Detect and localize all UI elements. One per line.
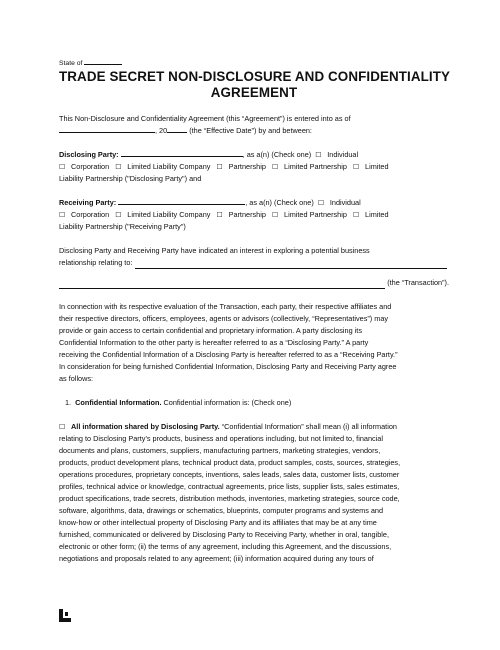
paragraph-line: provide or gain access to certain confidential and proprietary information. A party disclosing its	[59, 326, 362, 335]
receiving-party-name-blank[interactable]	[118, 197, 245, 205]
paragraph-line: Confidential Information to the other party is hereafter referred to as a “Disclosing Party.” A party	[59, 338, 369, 347]
checkbox-icon[interactable]: ☐	[272, 163, 279, 171]
section-heading: Confidential Information.	[75, 398, 162, 407]
receiving-party-line: Receiving Party: , as a(n) (Check one) ☐ Individual	[59, 198, 361, 207]
receiving-entity-options: ☐ Corporation ☐ Limited Liability Company ☐ Partnership ☐ Limited Partnership ☐ Limited	[59, 210, 389, 219]
clause-line: operations procedures, proprietary concepts, inventions, sales leads, sales data, customer lists, customer	[59, 470, 400, 479]
clause-line: electronic or other form; (ii) the terms of any agreement, including this Agreement, and the discussions,	[59, 542, 392, 551]
year-blank[interactable]	[167, 125, 187, 133]
transaction-label: (the “Transaction”).	[387, 278, 449, 287]
clause-line: products, product development plans, technical product data, product samples, costs, sources, strategies,	[59, 458, 401, 467]
state-blank[interactable]	[84, 57, 122, 65]
brand-logo-icon	[59, 609, 71, 622]
disclosing-party-label: Disclosing Party:	[59, 150, 119, 159]
clause-line: profiles, technical advice or knowledge, contractual agreements, price lists, supplier lists, sales estimates,	[59, 482, 400, 491]
intro-line-1: This Non-Disclosure and Confidentiality Agreement (this “Agreement”) is entered into as of	[59, 114, 351, 123]
receiving-party-tail: Liability Partnership ("Receiving Party")	[59, 222, 186, 231]
checkbox-icon[interactable]: ☐	[315, 151, 322, 159]
clause-line: relating to Disclosing Party’s products, business and operations including, but not limited to, financial	[59, 434, 383, 443]
checkbox-icon[interactable]: ☐	[59, 211, 66, 219]
date-blank[interactable]	[59, 125, 155, 133]
state-field	[59, 57, 449, 68]
clause-line: software, algorithms, data, drawings or schematics, blueprints, computer programs and systems and	[59, 506, 384, 515]
checkbox-icon[interactable]: ☐	[59, 163, 66, 171]
clause-line: furnished, communicated or delivered by Disclosing Party to Receiving Party, whether in oral, tangible,	[59, 530, 390, 539]
section-number: 1.	[65, 398, 72, 407]
clause-line: know-how or other intellectual property of Disclosing Party and its affiliates that may be at any time	[59, 518, 377, 527]
checkbox-icon[interactable]: ☐	[353, 163, 360, 171]
paragraph-line: as follows:	[59, 374, 94, 383]
checkbox-icon[interactable]: ☐	[59, 423, 66, 431]
clause-line: negotiations and proposals related to any agreement; (iii) information acquired during any tours of	[59, 554, 374, 563]
section-1-heading-line: 1. Confidential Information. Confidential information is: (Check one)	[65, 398, 292, 407]
clause-first-line: ☐ All information shared by Disclosing Party. “Confidential Information” shall mean (i) all information	[59, 422, 397, 431]
clause-heading: All information shared by Disclosing Party.	[71, 422, 220, 431]
paragraph-line: receiving the Confidential Information of a Disclosing Party is hereafter referred to as a “Receiving Party.”	[59, 350, 398, 359]
representatives-paragraph	[59, 301, 449, 385]
relationship-label: relationship relating to:	[59, 258, 133, 267]
paragraph-line: In connection with its respective evaluation of the Transaction, each party, their respective affiliates and	[59, 302, 392, 311]
checkbox-icon[interactable]: ☐	[353, 211, 360, 219]
receiving-party-label: Receiving Party:	[59, 198, 117, 207]
checkbox-icon[interactable]: ☐	[115, 211, 122, 219]
clause-line: product specifications, trade secrets, distribution methods, inventories, marketing strategies, source code,	[59, 494, 400, 503]
clause-line: documents and plans, customers, suppliers, manufacturing partners, marketing strategies, vendors,	[59, 446, 381, 455]
relationship-blank[interactable]	[135, 259, 447, 269]
checkbox-icon[interactable]: ☐	[317, 199, 325, 207]
disclosing-entity-options: ☐ Corporation ☐ Limited Liability Company ☐ Partnership ☐ Limited Partnership ☐ Limited	[59, 162, 389, 171]
intro-line-2: , 20 (the “Effective Date”) by and between:	[59, 125, 449, 137]
paragraph-line: In consideration for being furnished Confidential Information, Disclosing Party and Receiving Party agree	[59, 362, 397, 371]
relationship-row	[59, 257, 449, 269]
agreement-body	[59, 57, 449, 565]
all-information-clause	[59, 421, 449, 565]
disclosing-party-name-blank[interactable]	[121, 149, 243, 157]
checkbox-icon[interactable]: ☐	[272, 211, 279, 219]
checkbox-icon[interactable]: ☐	[115, 163, 122, 171]
state-label: State of	[59, 60, 83, 67]
transaction-blank[interactable]	[59, 279, 385, 289]
disclosing-party-line: Disclosing Party: , as a(n) (Check one) ☐ Individual	[59, 150, 359, 159]
paragraph-line: their respective directors, officers, employees, agents or advisors (collectively, “Representatives”) may	[59, 314, 389, 323]
document-title	[59, 69, 449, 101]
checkbox-icon[interactable]: ☐	[216, 211, 223, 219]
title-line-2: AGREEMENT	[210, 85, 298, 100]
interest-line-1: Disclosing Party and Receiving Party have indicated an interest in exploring a potential business	[59, 246, 370, 255]
disclosing-party-tail: Liability Partnership ("Disclosing Party") and	[59, 174, 202, 183]
checkbox-icon[interactable]: ☐	[216, 163, 223, 171]
title-line-1: TRADE SECRET NON-DISCLOSURE AND CONFIDENTIALITY	[59, 69, 451, 84]
transaction-row	[59, 277, 449, 289]
